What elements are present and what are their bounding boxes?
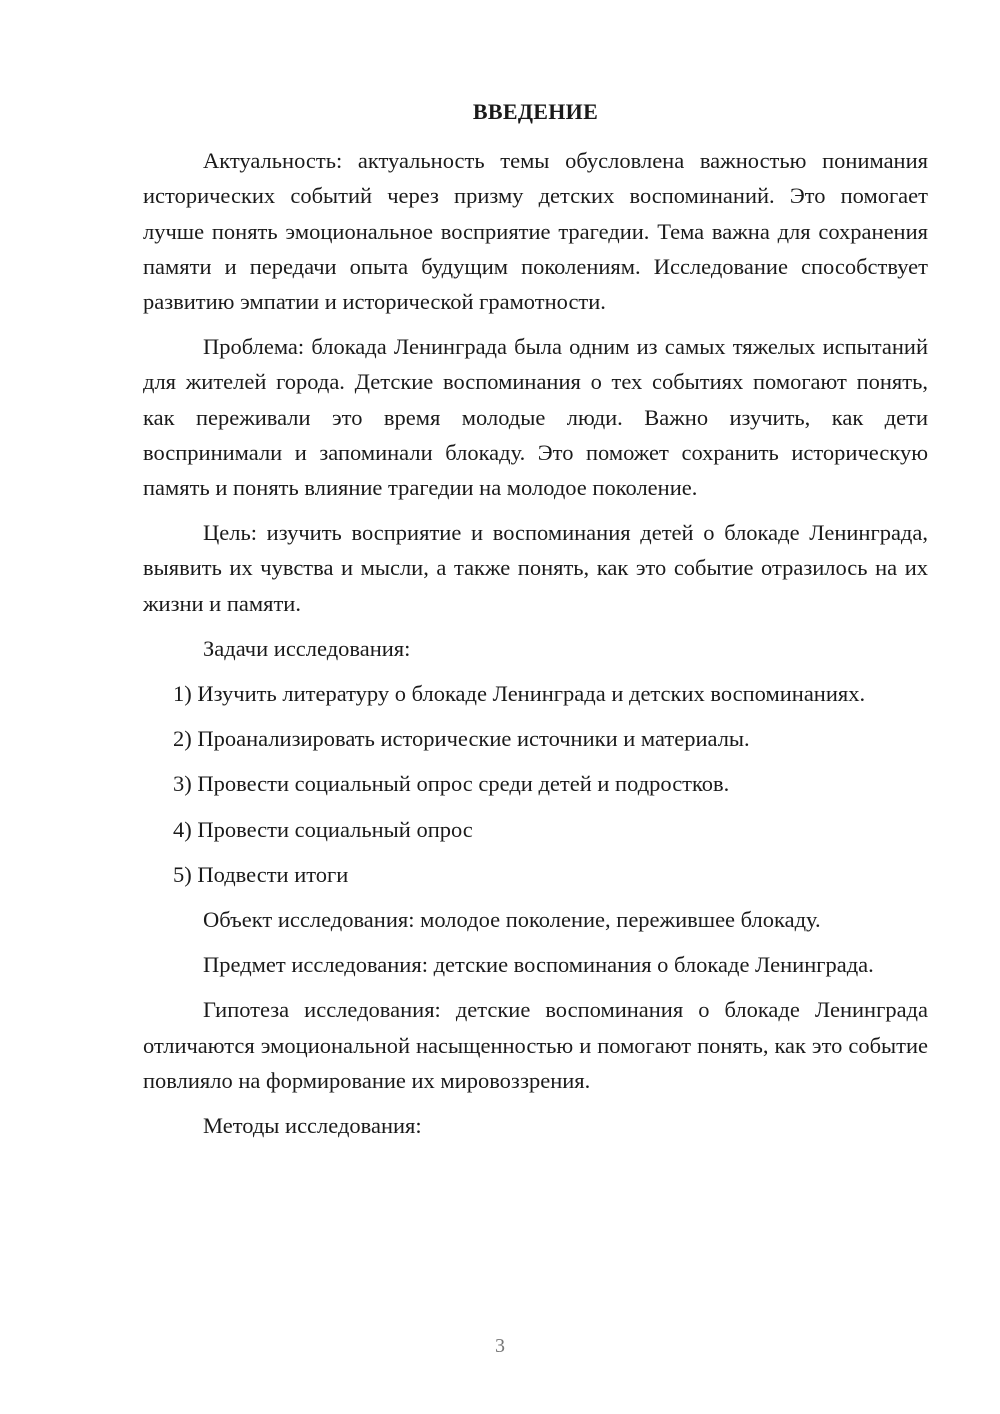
paragraph-relevance: Актуальность: актуальность темы обусловлена важностью понимания исторических событий через призму детских воспоминаний. Это помогает лучше понять эмоциональное восприятие трагедии. Тема важна для сохранения памяти и передачи опыта будущим поколениям. Исследование способствует развитию эмпатии и исторической грамотности. (143, 148, 928, 315)
paragraph-goal: Цель: изучить восприятие и воспоминания детей о блокаде Ленинграда, выявить их чувства и мысли, а также понять, как это событие отразилось на их жизни и памяти. (143, 520, 928, 616)
methods-heading: Методы исследования: (203, 1113, 422, 1139)
page-content (143, 94, 928, 1153)
task-item: 1) Изучить литературу о блокаде Ленинграда и детских воспоминаниях. (173, 681, 866, 707)
tasks-heading: Задачи исследования: (203, 635, 411, 661)
section-title: ВВЕДЕНИЕ (472, 99, 599, 124)
task-item: 4) Провести социальный опрос (173, 816, 473, 842)
paragraph-problem: Проблема: блокада Ленинграда была одним из самых тяжелых испытаний для жителей города. Детские воспоминания о тех событиях помогают понять, как переживали это время молодые люди. Важно изучить, как дети воспринимали и запоминали блокаду. Это поможет сохранить историческую память и понять влияние трагедии на молодое поколение. (143, 334, 928, 501)
task-item: 2) Проанализировать исторические источники и материалы. (173, 726, 750, 752)
paragraph-subject: Предмет исследования: детские воспоминания о блокаде Ленинграда. (203, 952, 874, 978)
page-number: 3 (495, 1335, 505, 1357)
task-item: 5) Подвести итоги (173, 861, 349, 887)
paragraph-object: Объект исследования: молодое поколение, пережившее блокаду. (203, 907, 821, 933)
paragraph-hypothesis: Гипотеза исследования: детские воспоминания о блокаде Ленинграда отличаются эмоциональной насыщенностью и помогают понять, как это событие повлияло на формирование их мировоззрения. (143, 997, 928, 1093)
task-item: 3) Провести социальный опрос среди детей и подростков. (173, 771, 730, 797)
